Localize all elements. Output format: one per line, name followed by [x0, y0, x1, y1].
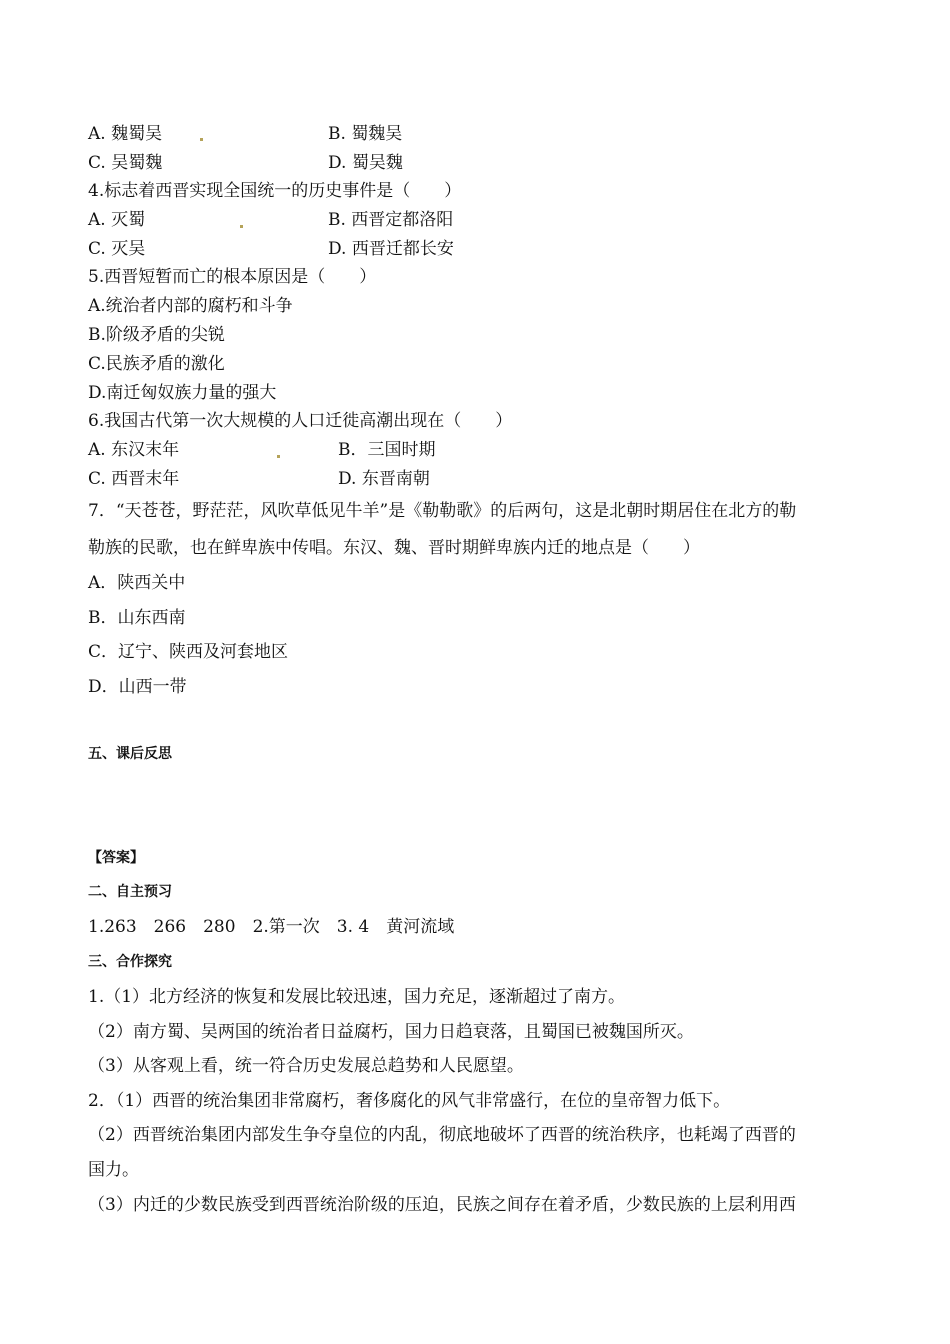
artifact-dot — [240, 225, 243, 228]
option-d-q5[interactable]: D.南迁匈奴族力量的强大 — [88, 383, 277, 403]
question-7-stem-line2: 勒族的民歌，也在鲜卑族中传唱。东汉、魏、晋时期鲜卑族内迁的地点是（ ） — [88, 538, 700, 558]
option-c-q3[interactable]: C. 吴蜀魏 — [88, 153, 163, 173]
answer-line: 1.（1）北方经济的恢复和发展比较迅速，国力充足，逐渐超过了南方。 — [88, 987, 626, 1007]
option-c-q5[interactable]: C.民族矛盾的激化 — [88, 354, 225, 374]
option-b-q7[interactable]: B．山东西南 — [88, 608, 186, 628]
section3-heading: 三、合作探究 — [88, 954, 172, 970]
option-a-q3[interactable]: A. 魏蜀吴 — [88, 124, 163, 144]
question-4-stem: 4.标志着西晋实现全国统一的历史事件是（ ） — [88, 181, 462, 201]
option-c-q4[interactable]: C. 灭吴 — [88, 239, 146, 259]
question-6-stem: 6.我国古代第一次大规模的人口迁徙高潮出现在（ ） — [88, 411, 513, 431]
artifact-dot — [200, 138, 203, 141]
question-7-stem-line1: 7．“天苍苍，野茫茫，风吹草低见牛羊”是《勒勒歌》的后两句，这是北朝时期居住在北方的勒 — [88, 501, 797, 521]
option-d-q7[interactable]: D．山西一带 — [88, 677, 187, 697]
option-b-q6[interactable]: B．三国时期 — [338, 440, 436, 460]
option-d-q4[interactable]: D. 西晋迁都长安 — [328, 239, 454, 259]
option-c-q6[interactable]: C. 西晋末年 — [88, 469, 180, 489]
answer-line: 国力。 — [88, 1160, 139, 1180]
answer-line: （2）西晋统治集团内部发生争夺皇位的内乱，彻底地破坏了西晋的统治秩序，也耗竭了西晋的 — [88, 1125, 796, 1145]
option-a-q4[interactable]: A. 灭蜀 — [88, 210, 146, 230]
answers-heading: 【答案】 — [88, 850, 144, 866]
section2-heading: 二、自主预习 — [88, 884, 172, 900]
option-a-q6[interactable]: A. 东汉末年 — [88, 440, 180, 460]
artifact-dot — [277, 455, 280, 458]
section2-answer-line: 1.263 266 280 2.第一次 3. 4 黄河流域 — [88, 917, 455, 937]
reflection-heading: 五、课后反思 — [88, 746, 172, 762]
option-d-q6[interactable]: D. 东晋南朝 — [338, 469, 430, 489]
answer-line: （3）内迁的少数民族受到西晋统治阶级的压迫，民族之间存在着矛盾，少数民族的上层利用西 — [88, 1195, 796, 1215]
option-c-q7[interactable]: C．辽宁、陕西及河套地区 — [88, 642, 289, 662]
answer-line: （2）南方蜀、吴两国的统治者日益腐朽，国力日趋衰落，且蜀国已被魏国所灭。 — [88, 1022, 694, 1042]
question-5-stem: 5.西晋短暂而亡的根本原因是（ ） — [88, 267, 377, 287]
option-b-q5[interactable]: B.阶级矛盾的尖锐 — [88, 325, 225, 345]
option-a-q5[interactable]: A.统治者内部的腐朽和斗争 — [88, 296, 293, 316]
option-b-q3[interactable]: B. 蜀魏吴 — [328, 124, 403, 144]
answer-line: （3）从客观上看，统一符合历史发展总趋势和人民愿望。 — [88, 1056, 524, 1076]
option-b-q4[interactable]: B. 西晋定都洛阳 — [328, 210, 454, 230]
option-a-q7[interactable]: A．陕西关中 — [88, 573, 186, 593]
answer-line: 2．（1）西晋的统治集团非常腐朽，奢侈腐化的风气非常盛行，在位的皇帝智力低下。 — [88, 1091, 731, 1111]
option-d-q3[interactable]: D. 蜀吴魏 — [328, 153, 403, 173]
